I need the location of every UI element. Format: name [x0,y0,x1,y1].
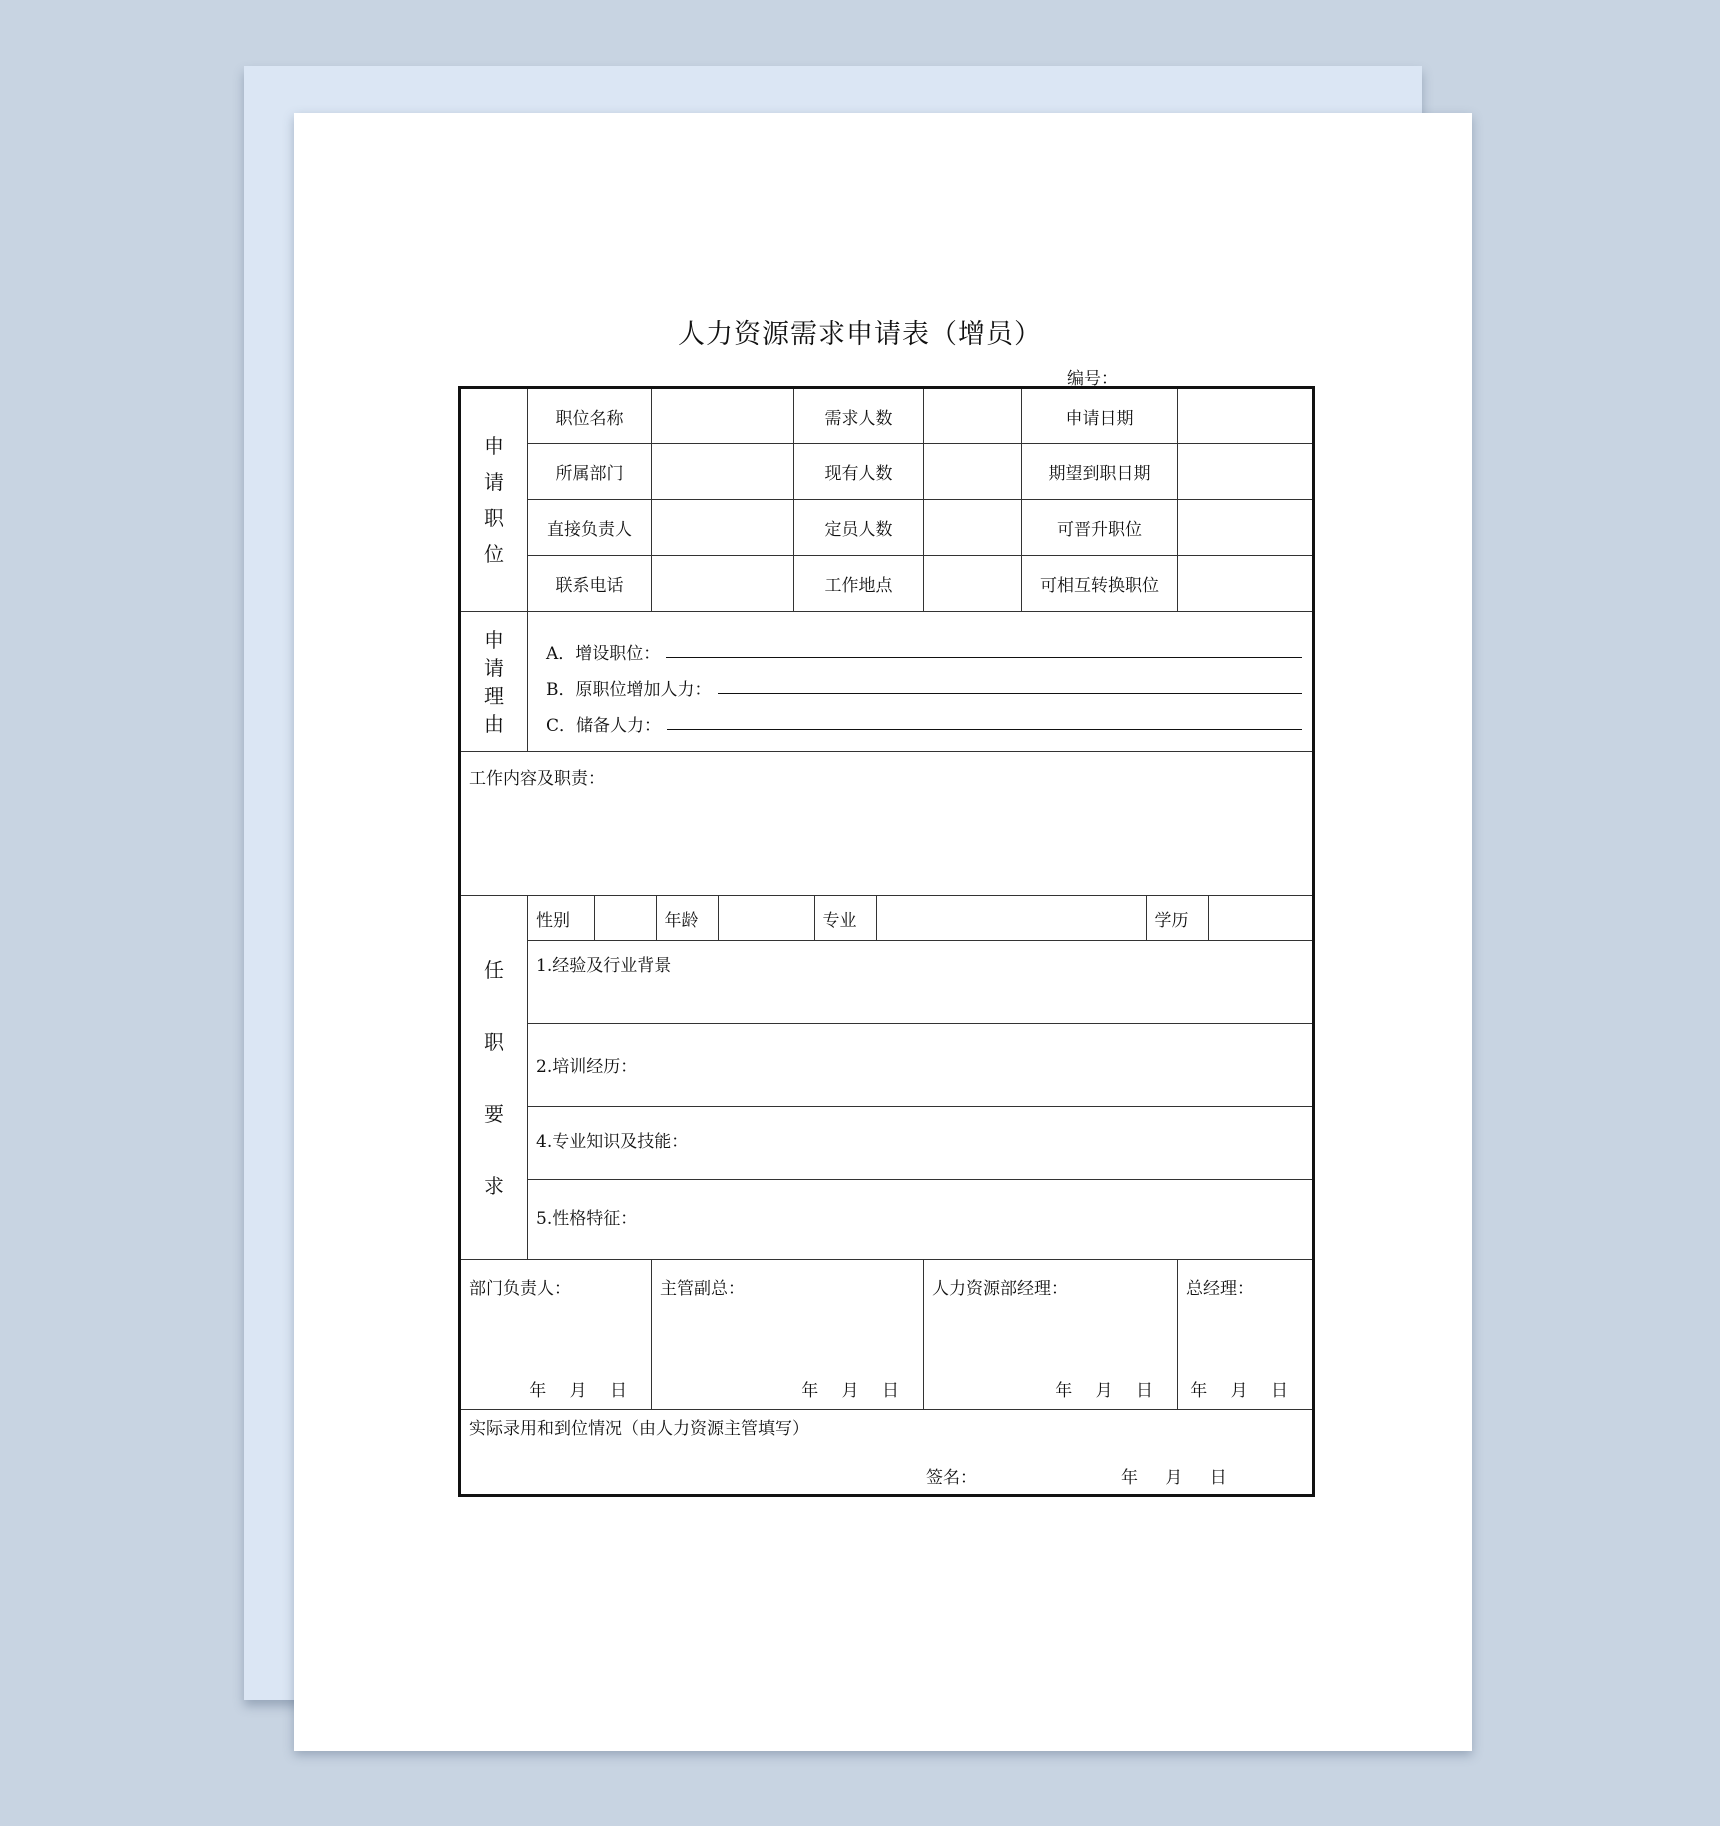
current-headcount-input[interactable] [924,444,1022,500]
promotable-position-input[interactable] [1178,500,1314,556]
contact-phone-input[interactable] [652,556,794,612]
final-date: 年 月 日 [1121,1468,1227,1488]
department-input[interactable] [652,444,794,500]
form-title: 人力资源需求申请表（增员） [678,319,1042,350]
approval-row [460,1260,1314,1410]
vice-president-signature[interactable]: 主管副总： 年 月 日 [652,1260,924,1410]
field-label: 可相互转换职位 [1022,556,1178,612]
department-head-signature[interactable]: 部门负责人： 年 月 日 [460,1260,652,1410]
duties-row [460,752,1314,896]
general-manager-signature[interactable]: 总经理： 年 月 日 [1178,1260,1314,1410]
requirement-items [528,941,1312,1254]
signature-label: 签名： [926,1468,977,1488]
field-label: 所属部门 [528,444,652,500]
authorized-headcount-input[interactable] [924,500,1022,556]
major-label: 专业 [814,896,876,941]
actual-hiring-field[interactable] [460,1410,1314,1496]
position-name-input[interactable] [652,388,794,444]
major-input[interactable] [876,896,1146,941]
duties-label: 工作内容及职责： [469,769,605,789]
duties-field[interactable] [460,752,1314,896]
reason-row [460,612,1314,752]
field-label: 期望到职日期 [1022,444,1178,500]
direct-supervisor-input[interactable] [652,500,794,556]
field-label: 职位名称 [528,388,652,444]
requirements-row [460,896,1314,1260]
final-row [460,1410,1314,1496]
field-label: 联系电话 [528,556,652,612]
hr-manager-signature[interactable]: 人力资源部经理： 年 月 日 [924,1260,1178,1410]
reason-option-c[interactable]: C．储备人力： [528,700,1312,736]
experience-field[interactable]: 1.经验及行业背景 [528,941,1312,1024]
reason-options [528,612,1314,752]
reason-option-a[interactable]: A．增设职位： [528,628,1312,664]
work-location-input[interactable] [924,556,1022,612]
education-input[interactable] [1208,896,1312,941]
field-label: 需求人数 [794,388,924,444]
age-input[interactable] [718,896,814,941]
application-date-input[interactable] [1178,388,1314,444]
field-label: 定员人数 [794,500,924,556]
skills-field[interactable]: 4.专业知识及技能： [528,1107,1312,1180]
field-label: 直接负责人 [528,500,652,556]
attribute-table [528,896,1312,941]
gender-label: 性别 [528,896,594,941]
field-label: 工作地点 [794,556,924,612]
expected-start-date-input[interactable] [1178,444,1314,500]
field-label: 申请日期 [1022,388,1178,444]
requirements-section-label: 任 职 要 求 [460,896,528,1260]
transferable-position-input[interactable] [1178,556,1314,612]
required-headcount-input[interactable] [924,388,1022,444]
serial-number-label: 编号： [1067,369,1118,389]
position-row [460,444,1314,500]
position-section-label: 申 请 职 位 [460,388,528,612]
education-label: 学历 [1146,896,1208,941]
reason-section-label: 申 请 理 由 [460,612,528,752]
actual-hiring-note: 实际录用和到位情况（由人力资源主管填写） [469,1419,809,1439]
reason-option-b[interactable]: B．原职位增加人力： [528,664,1312,700]
position-row [460,388,1314,444]
field-label: 现有人数 [794,444,924,500]
gender-input[interactable] [594,896,656,941]
position-row [460,500,1314,556]
training-field[interactable]: 2.培训经历： [528,1024,1312,1107]
field-label: 可晋升职位 [1022,500,1178,556]
personality-field[interactable]: 5.性格特征： [528,1180,1312,1255]
position-row [460,556,1314,612]
age-label: 年龄 [656,896,718,941]
application-form [458,386,1315,1497]
